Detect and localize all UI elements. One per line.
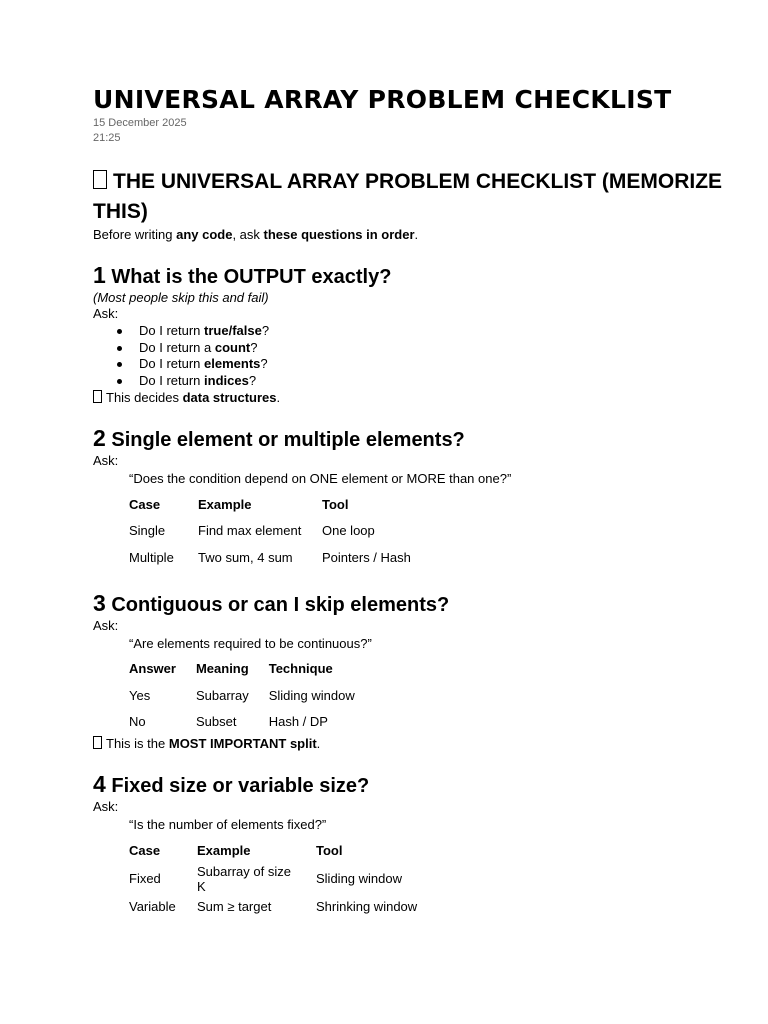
section-4-quote: “Is the number of elements fixed?” (129, 817, 327, 832)
table-cell: Sliding window (316, 871, 402, 886)
section-3-note: This is the MOST IMPORTANT split. (93, 736, 733, 752)
section-title: What is the OUTPUT exactly? (111, 266, 392, 288)
intro-text (93, 227, 733, 243)
ask-label: Ask: (93, 306, 119, 321)
table-cell: Variable (129, 899, 176, 915)
section-number: 1 (93, 262, 106, 288)
list-item: Do I return true/false? (93, 323, 733, 340)
document-date: 15 December 2025 (93, 117, 187, 129)
table-cell: Subarray of size K (197, 863, 291, 894)
list-item: Do I return indices? (93, 373, 733, 390)
table-header: Technique (268, 661, 333, 677)
table-header: Meaning (195, 661, 249, 677)
table-cell: Subarray (195, 687, 249, 703)
section-1-heading (93, 262, 733, 290)
section-4-heading (93, 771, 733, 799)
table-cell: Sliding window (268, 687, 355, 703)
list-item: Do I return elements? (93, 356, 733, 373)
table-header: Answer (129, 661, 176, 677)
table-cell: No (129, 714, 146, 730)
table-cell: Two sum, 4 sum (198, 549, 293, 565)
ask-label: Ask: (93, 453, 119, 468)
document-page (93, 86, 733, 920)
table-cell: Shrinking window (316, 899, 418, 915)
list-item: Do I return a count? (93, 340, 733, 357)
table-cell: Fixed (129, 871, 161, 886)
table-cell: Hash / DP (268, 714, 328, 730)
intro-part: Before writing (93, 227, 177, 242)
intro-bold: any code (176, 227, 233, 242)
intro-part: , ask (232, 227, 264, 242)
table-header-row (129, 656, 375, 683)
missing-glyph-icon (93, 736, 102, 749)
output-question-list (93, 323, 733, 389)
ask-label: Ask: (93, 617, 119, 633)
section-4-table (129, 837, 437, 920)
section-title: Contiguous or can I skip elements? (111, 593, 450, 616)
main-heading-text: THE UNIVERSAL ARRAY PROBLEM CHECKLIST (MEMORIZE THIS) (93, 170, 723, 223)
document-title: UNIVERSAL ARRAY PROBLEM CHECKLIST (93, 85, 672, 114)
section-3-table (129, 656, 375, 736)
table-cell: Subset (195, 714, 237, 730)
missing-glyph-icon (93, 170, 107, 189)
table-header: Example (197, 842, 251, 858)
table-row (129, 864, 437, 894)
section-3-quote: “Are elements required to be continuous?” (129, 635, 372, 651)
section-number: 2 (93, 425, 106, 451)
table-row (129, 709, 375, 736)
table-row (129, 894, 437, 921)
table-row (129, 682, 375, 709)
section-1-subtitle: (Most people skip this and fail) (93, 290, 269, 305)
section-1-note: This decides data structures. (93, 390, 733, 406)
table-cell: Yes (129, 687, 151, 703)
section-2-quote: “Does the condition depend on ONE element or MORE than one?” (129, 471, 512, 486)
intro-part: . (414, 227, 419, 242)
table-header: Tool (322, 496, 349, 512)
table-cell: Multiple (129, 549, 174, 565)
table-header: Case (129, 496, 161, 512)
section-number: 3 (93, 589, 106, 616)
table-header-row (129, 837, 437, 864)
table-row (129, 544, 431, 571)
table-cell: One loop (322, 523, 375, 539)
table-cell: Pointers / Hash (322, 549, 411, 565)
section-2-heading (93, 425, 733, 453)
table-header: Example (198, 496, 252, 512)
main-heading (93, 167, 733, 227)
table-header-row (129, 491, 431, 518)
missing-glyph-icon (93, 390, 102, 403)
table-header: Tool (316, 842, 343, 858)
ask-label: Ask: (93, 799, 119, 814)
table-header: Case (129, 842, 161, 858)
document-time: 21:25 (93, 132, 121, 144)
intro-bold: these questions in order (263, 227, 415, 242)
section-title: Fixed size or variable size? (111, 775, 370, 797)
table-cell: Find max element (198, 523, 302, 539)
section-3-heading (93, 590, 733, 618)
section-number: 4 (93, 771, 106, 797)
table-cell: Single (129, 523, 166, 539)
table-row (129, 518, 431, 545)
section-title: Single element or multiple elements? (111, 429, 465, 451)
section-2-table (129, 491, 431, 571)
table-cell: Sum ≥ target (197, 899, 272, 915)
